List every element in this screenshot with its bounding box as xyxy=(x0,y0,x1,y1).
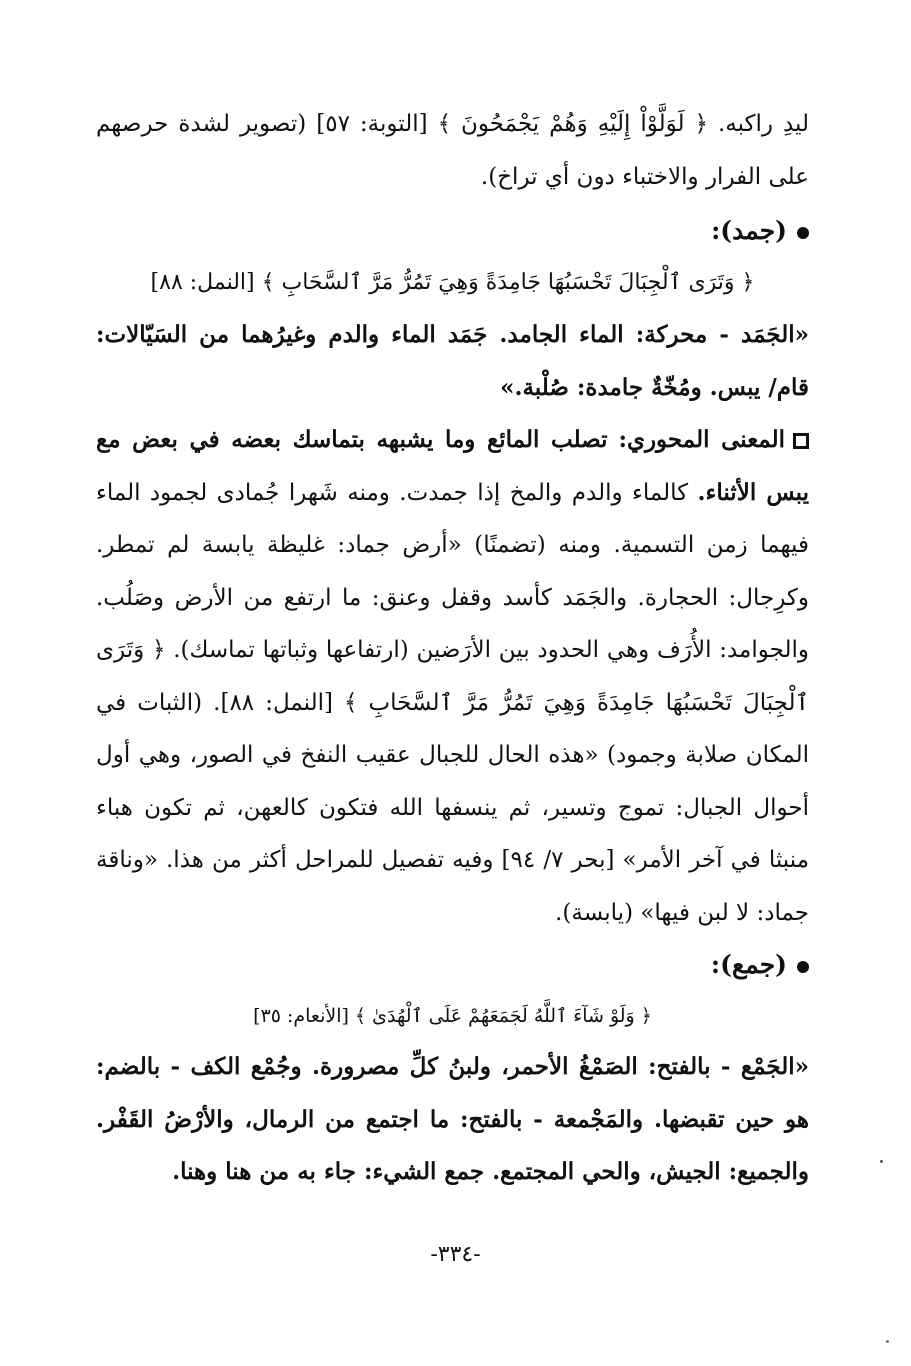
lexicon-quote-jamad: «الجَمَد - محركة: الماء الجامد. جَمَد الماء والدم وغيرُهما من السَيّالات: قام/ يبس. ومُخّةٌ جامدة: صُلْبة.» xyxy=(96,321,809,401)
entry-heading-jamad-text: (جمد): xyxy=(711,216,787,245)
lexicon-quote-jama: «الجَمْع - بالفتح: الصَمْغُ الأحمر، ولبنُ كلِّ مصرورة. وجُمْع الكف - بالضم: هو حين تقبضها. والمَجْمعة - بالفتح: ما اجتمع من الرمال، والأرْضُ القَفْر. والجميع: الجيش، والحي المجتمع. جمع الشيء: جاء به من هنا وهنا. xyxy=(96,1053,810,1185)
core-meaning-text: تصلب المائع وما يشبهه بتماسك بعضه في بعض مع يبس الأثناء. xyxy=(96,426,809,506)
bullet-icon xyxy=(797,961,809,973)
bullet-icon xyxy=(797,227,809,239)
paragraph-intro: ليدِ راكبه. ﴿ لَوَلَّوْاْ إِلَيْهِ وَهُمْ يَجْمَحُونَ ﴾ [التوبة: ٥٧] (تصوير لشدة حرصهم على الفرار والاختباء دون أي تراخ). xyxy=(96,111,809,190)
square-box-icon xyxy=(793,433,809,449)
page-number: -٣٣٤- xyxy=(430,1242,481,1267)
entry-heading-jamad xyxy=(96,205,809,257)
entry-heading-jama-text: (جمع): xyxy=(710,950,787,979)
quran-verse-naml: ﴿ وَتَرَى ٱلْجِبَالَ تَحْسَبُهَا جَامِدَةً وَهِيَ تَمُرُّ مَرَّ ٱلسَّحَابِ ﴾ [النمل: ٨٨] xyxy=(150,270,755,295)
scan-speck xyxy=(880,1160,883,1163)
core-meaning-explanation: كالماء والدم والمخ إذا جمدت. ومنه شَهرا جُمادى لجمود الماء فيهما زمن التسمية. ومنه (تضمنًا) «أرض جماد: غليظة يابسة لم تمطر. وكرِجال: الحجارة. والجَمَد كأسد وقفل وعنق: ما ارتفع من الأرض وصَلُب. والجوامد: الأُرَف وهي الحدود بين الأرَضين (ارتفاعها وثباتها تماسك). ﴿ وَتَرَى ٱلْجِبَالَ تَحْسَبُهَا جَامِدَةً وَهِيَ تَمُرُّ مَرَّ ٱلسَّحَابِ ﴾ [النمل: ٨٨]. (الثبات في المكان صلابة وجمود) «هذه الحال للجبال عقيب النفخ في الصور، وهي أول أحوال الجبال: تموج وتسير، ثم ينسفها الله فتكون كالعهن، ثم تكون هباء منبثا في آخر الأمر» [بحر ٧/ ٩٤] وفيه تفصيل للمراحل أكثر من هذا. «وناقة جماد: لا لبن فيها» (يابسة). xyxy=(96,479,810,926)
entry-heading-jama xyxy=(96,939,809,991)
scan-speck xyxy=(886,1340,889,1343)
core-meaning-label: المعنى المحوري: xyxy=(618,426,785,453)
core-meaning-jamad xyxy=(96,414,809,939)
quran-verse-anam: ﴿ وَلَوْ شَآءَ ٱللَّهُ لَجَمَعَهُمْ عَلَى ٱلْهُدَىٰ ﴾ [الأنعام: ٣٥] xyxy=(253,1005,652,1027)
